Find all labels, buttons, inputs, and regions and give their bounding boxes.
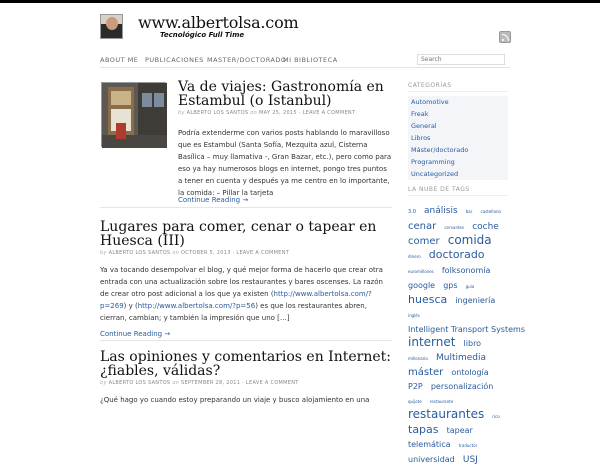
post-meta: by ALBERTO LOS SANTOS on OCTOBER 5, 2013 · LEAVE A COMMENT <box>100 250 290 256</box>
tag-link[interactable]: huesca <box>408 293 448 306</box>
tag-link[interactable]: euromillones <box>408 269 434 274</box>
post-date: SEPTEMBER 28, 2011 <box>181 380 241 386</box>
tag-link[interactable]: telemática <box>408 440 451 449</box>
leave-comment-link[interactable]: LEAVE A COMMENT <box>236 250 290 256</box>
tag-link[interactable]: guia <box>465 284 475 289</box>
post-excerpt: Podría extenderme con varios posts hablando lo maravilloso que es Estambul (Santa Sofía, Mezquita azul, Cisterna Basílica – muy llamativa -, Gran Bazar, etc.), pero como para eso ya hay numerosos blogs en internet, pongo tres puntos a tener en cuenta y después ya me centro en lo importante, la comida: – Pillar la tarjeta <box>178 129 392 197</box>
post-3 <box>100 350 392 406</box>
nav-about-me[interactable]: ABOUT ME <box>100 56 139 64</box>
nav-publicaciones[interactable]: PUBLICACIONES <box>145 56 204 64</box>
post-meta: by ALBERTO LOS SANTOS on SEPTEMBER 28, 2011 · LEAVE A COMMENT <box>100 380 299 386</box>
post-title[interactable]: Las opiniones y comentarios en Internet: ¿fiables, válidas? <box>100 349 391 379</box>
tag-link[interactable]: 3.0 <box>408 209 416 215</box>
category-link[interactable]: Freak <box>408 108 508 120</box>
tag-link[interactable]: Multimedia <box>435 353 487 363</box>
post-2 <box>100 220 392 338</box>
tag-link[interactable]: libro <box>463 339 482 348</box>
tag-link[interactable]: internet <box>408 335 456 349</box>
tag-link[interactable]: tapas <box>408 423 439 436</box>
continue-reading-link[interactable]: Continue Reading → <box>178 196 249 204</box>
nav-master-doctorado[interactable]: MASTER/DOCTORADO <box>207 56 287 64</box>
tag-link[interactable]: análisis <box>424 206 458 216</box>
tag-link[interactable]: USJ <box>462 455 478 465</box>
leave-comment-link[interactable]: LEAVE A COMMENT <box>245 380 299 386</box>
tag-link[interactable]: ontología <box>451 368 489 377</box>
post-1 <box>178 80 392 199</box>
post-excerpt: ¿Qué hago yo cuando estoy preparando un viaje y busco alojamiento en una <box>100 396 370 404</box>
post-title[interactable]: Va de viajes: Gastronomía en Estambul (o Istanbul) <box>178 79 384 109</box>
category-link[interactable]: Programming <box>408 156 508 168</box>
tag-link[interactable]: cenar <box>408 221 437 232</box>
category-link[interactable]: Automotive <box>408 96 508 108</box>
post-author[interactable]: ALBERTO LOS SANTOS <box>186 110 249 116</box>
site-header <box>100 12 510 42</box>
rss-icon[interactable] <box>499 31 511 43</box>
post-author[interactable]: ALBERTO LOS SANTOS <box>108 380 171 386</box>
post-meta: by ALBERTO LOS SANTOS on MAY 25, 2015 · LEAVE A COMMENT <box>178 110 356 116</box>
post-date: OCTOBER 5, 2013 <box>181 250 231 256</box>
post-link[interactable]: http://www.albertolsa.com/?p=56 <box>137 302 256 310</box>
tag-link[interactable]: inglés <box>408 313 420 318</box>
post-link[interactable]: http://www.albertolsa.com/?p=269 <box>100 290 372 310</box>
tag-link[interactable]: coche <box>472 222 499 232</box>
category-link[interactable]: Uncategorized <box>408 168 508 180</box>
tag-link[interactable]: P2P <box>408 382 423 391</box>
tag-link[interactable]: tapear <box>446 426 473 435</box>
post-author[interactable]: ALBERTO LOS SANTOS <box>108 250 171 256</box>
top-bar <box>0 0 600 3</box>
tag-link[interactable]: quijote <box>408 399 422 404</box>
post-thumbnail[interactable] <box>101 82 166 147</box>
post-divider <box>100 207 392 208</box>
tag-cloud <box>408 202 525 466</box>
tag-link[interactable]: folksonomía <box>441 266 491 275</box>
tag-cloud-title: LA NUBE DE TAGS <box>408 186 508 196</box>
post-excerpt: Ya va tocando desempolvar el blog, y qué mejor forma de hacerlo que crear otra entrada con una actualización sobre los restaurantes y bares oscenses. La razón de crear otro post adicional a los que ya existen (http://www.albertolsa.com/?p=269) y (http://www.albertolsa.com/?p=56) es que los restaurantes abren, cierran, cambian; y también la impresión que uno […] <box>100 266 383 322</box>
tag-link[interactable]: cervantes <box>444 225 465 230</box>
post-date: MAY 25, 2015 <box>259 110 297 116</box>
tag-link[interactable]: bar <box>465 209 473 214</box>
category-link[interactable]: Máster/doctorado <box>408 144 508 156</box>
tag-link[interactable]: restaurante <box>429 399 454 404</box>
tag-link[interactable]: rico <box>492 414 500 419</box>
categories-title: CATEGORÍAS <box>408 82 508 92</box>
tag-link[interactable]: Intelligent Transport Systems <box>408 325 525 334</box>
tag-link[interactable]: doctorado <box>428 248 485 261</box>
tag-link[interactable]: comer <box>408 236 440 247</box>
tag-link[interactable]: castellano <box>480 209 501 214</box>
tag-link[interactable]: gps <box>443 281 458 290</box>
tag-cloud-widget <box>408 186 525 466</box>
search-input[interactable] <box>417 54 505 65</box>
istanbul-photo <box>102 83 167 148</box>
continue-reading-link[interactable]: Continue Reading → <box>100 330 171 338</box>
categories-widget <box>408 82 508 180</box>
site-title[interactable]: www.albertolsa.com <box>138 13 299 32</box>
category-link[interactable]: General <box>408 120 508 132</box>
tag-link[interactable]: millonario <box>408 356 428 361</box>
tag-link[interactable]: google <box>408 281 436 290</box>
tag-link[interactable]: universidad <box>408 455 455 464</box>
tag-link[interactable]: restaurantes <box>408 407 485 421</box>
post-divider <box>100 340 392 341</box>
tag-link[interactable]: personalización <box>430 382 494 391</box>
tag-link[interactable]: traductor <box>458 443 478 448</box>
post-title[interactable]: Lugares para comer, cenar o tapear en Huesca (III) <box>100 219 377 249</box>
nav-mi-biblioteca[interactable]: MI BIBLIOTECA <box>283 56 338 64</box>
tag-link[interactable]: máster <box>408 367 444 378</box>
tag-link[interactable]: dinero <box>408 254 421 259</box>
tag-link[interactable]: ingeniería <box>455 296 496 305</box>
tag-link[interactable]: comida <box>447 233 492 247</box>
author-avatar[interactable] <box>100 14 123 39</box>
site-tagline: Tecnológico Full Time <box>160 31 245 39</box>
leave-comment-link[interactable]: LEAVE A COMMENT <box>302 110 356 116</box>
category-link[interactable]: Libros <box>408 132 508 144</box>
